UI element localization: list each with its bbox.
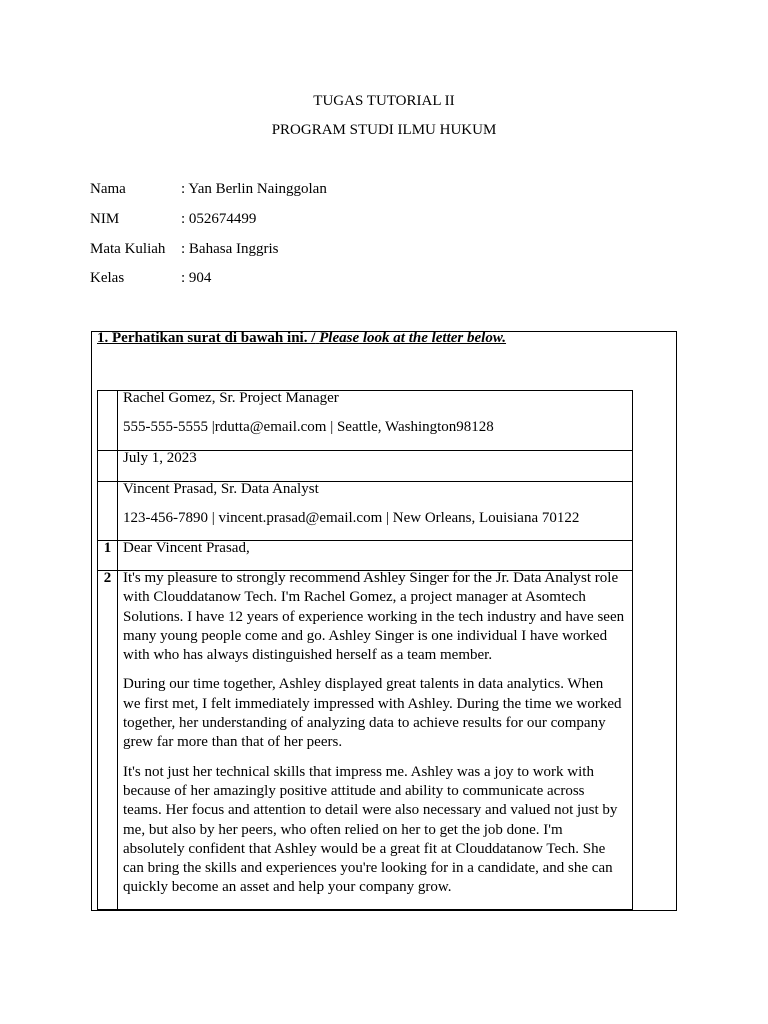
paragraph-line: grew far more than that of her peers. (123, 734, 343, 751)
body-paragraph (123, 763, 632, 898)
sender-cell (118, 389, 632, 438)
info-label: Kelas (90, 270, 125, 286)
paragraph-line: can bring the skills and experiences you're looking for in a candidate, and she can (123, 860, 613, 877)
row-number-cell (98, 482, 118, 540)
paragraph-line: because of her amazingly positive attitude and ability to communicate across (123, 782, 585, 799)
paragraph-line: together, her understanding of analyzing data to achieve results for our company (123, 715, 606, 732)
letter-row-body (98, 571, 632, 909)
row-number-cell (98, 391, 118, 450)
body-paragraph (123, 569, 632, 665)
info-label: NIM (90, 211, 120, 227)
letter-row-recipient (98, 482, 632, 541)
document-title: TUGAS TUTORIAL II (313, 93, 455, 109)
paragraph-line: absolutely confident that Ashley would be a great fit at Clouddatanow Tech. She (123, 840, 606, 857)
row-number: 1 (103, 540, 112, 556)
sender-contact: 555-555-5555 |rdutta@email.com | Seattle, Washington98128 (123, 419, 494, 436)
paragraph-line: with Clouddatanow Tech. I'm Rachel Gomez, a project manager at Asomtech (123, 589, 586, 606)
row-number-cell (98, 571, 118, 909)
salutation-text: Dear Vincent Prasad, (123, 540, 250, 556)
sender-name: Rachel Gomez, Sr. Project Manager (123, 390, 339, 406)
date-cell (118, 449, 632, 468)
info-label: Mata Kuliah (90, 241, 166, 257)
recipient-contact: 123-456-7890 | vincent.prasad@email.com | New Orleans, Louisiana 70122 (123, 510, 580, 527)
paragraph-line: quickly become an asset and help your company grow. (123, 879, 452, 896)
info-value: : Yan Berlin Nainggolan (181, 181, 327, 197)
paragraph-line: Solutions. I have 12 years of experience working in the tech industry and have seen (123, 608, 625, 625)
body-paragraph (123, 675, 632, 752)
paragraph-line: with who has always distinguished herself as a team member. (123, 647, 493, 664)
document-subtitle: PROGRAM STUDI ILMU HUKUM (271, 122, 497, 138)
paragraph-line: It's my pleasure to strongly recommend Ashley Singer for the Jr. Data Analyst role (123, 570, 619, 586)
question-box (91, 331, 677, 911)
paragraph-line: we first met, I felt immediately impressed with Ashley. During the time we worked (123, 695, 622, 712)
recipient-name: Vincent Prasad, Sr. Data Analyst (123, 481, 319, 497)
info-row-nama (90, 180, 690, 200)
info-value: : 052674499 (181, 211, 257, 227)
letter-date: July 1, 2023 (123, 450, 197, 466)
info-row-mata-kuliah (90, 240, 690, 260)
salutation-cell (118, 539, 632, 558)
info-label: Nama (90, 181, 126, 197)
info-value: : Bahasa Inggris (181, 241, 279, 257)
letter-row-sender (98, 391, 632, 451)
recipient-cell (118, 480, 632, 529)
body-cell (118, 569, 632, 898)
paragraph-line: teams. Her focus and attention to detail were also necessary and valued not just by (123, 802, 618, 819)
paragraph-line: many young people come and go. Ashley Singer is one individual I have worked (123, 627, 608, 644)
row-number: 2 (103, 570, 112, 586)
letter-row-salutation (98, 541, 632, 571)
info-row-nim (90, 210, 690, 230)
info-row-kelas (90, 269, 690, 289)
row-number-cell (98, 451, 118, 481)
letter-row-date (98, 451, 632, 482)
info-value: : 904 (181, 270, 212, 286)
question-instruction (97, 329, 506, 348)
instruction-english: Please look at the letter below. (319, 330, 507, 346)
paragraph-line: During our time together, Ashley displayed great talents in data analytics. When (123, 676, 604, 693)
instruction-indonesian: 1. Perhatikan surat di bawah ini. / (97, 330, 316, 346)
paragraph-line: It's not just her technical skills that impress me. Ashley was a joy to work with (123, 763, 594, 780)
paragraph-line: me, but also by her peers, who often relied on her to get the job done. I'm (123, 821, 563, 838)
row-number-cell (98, 541, 118, 570)
letter-table (97, 390, 633, 910)
